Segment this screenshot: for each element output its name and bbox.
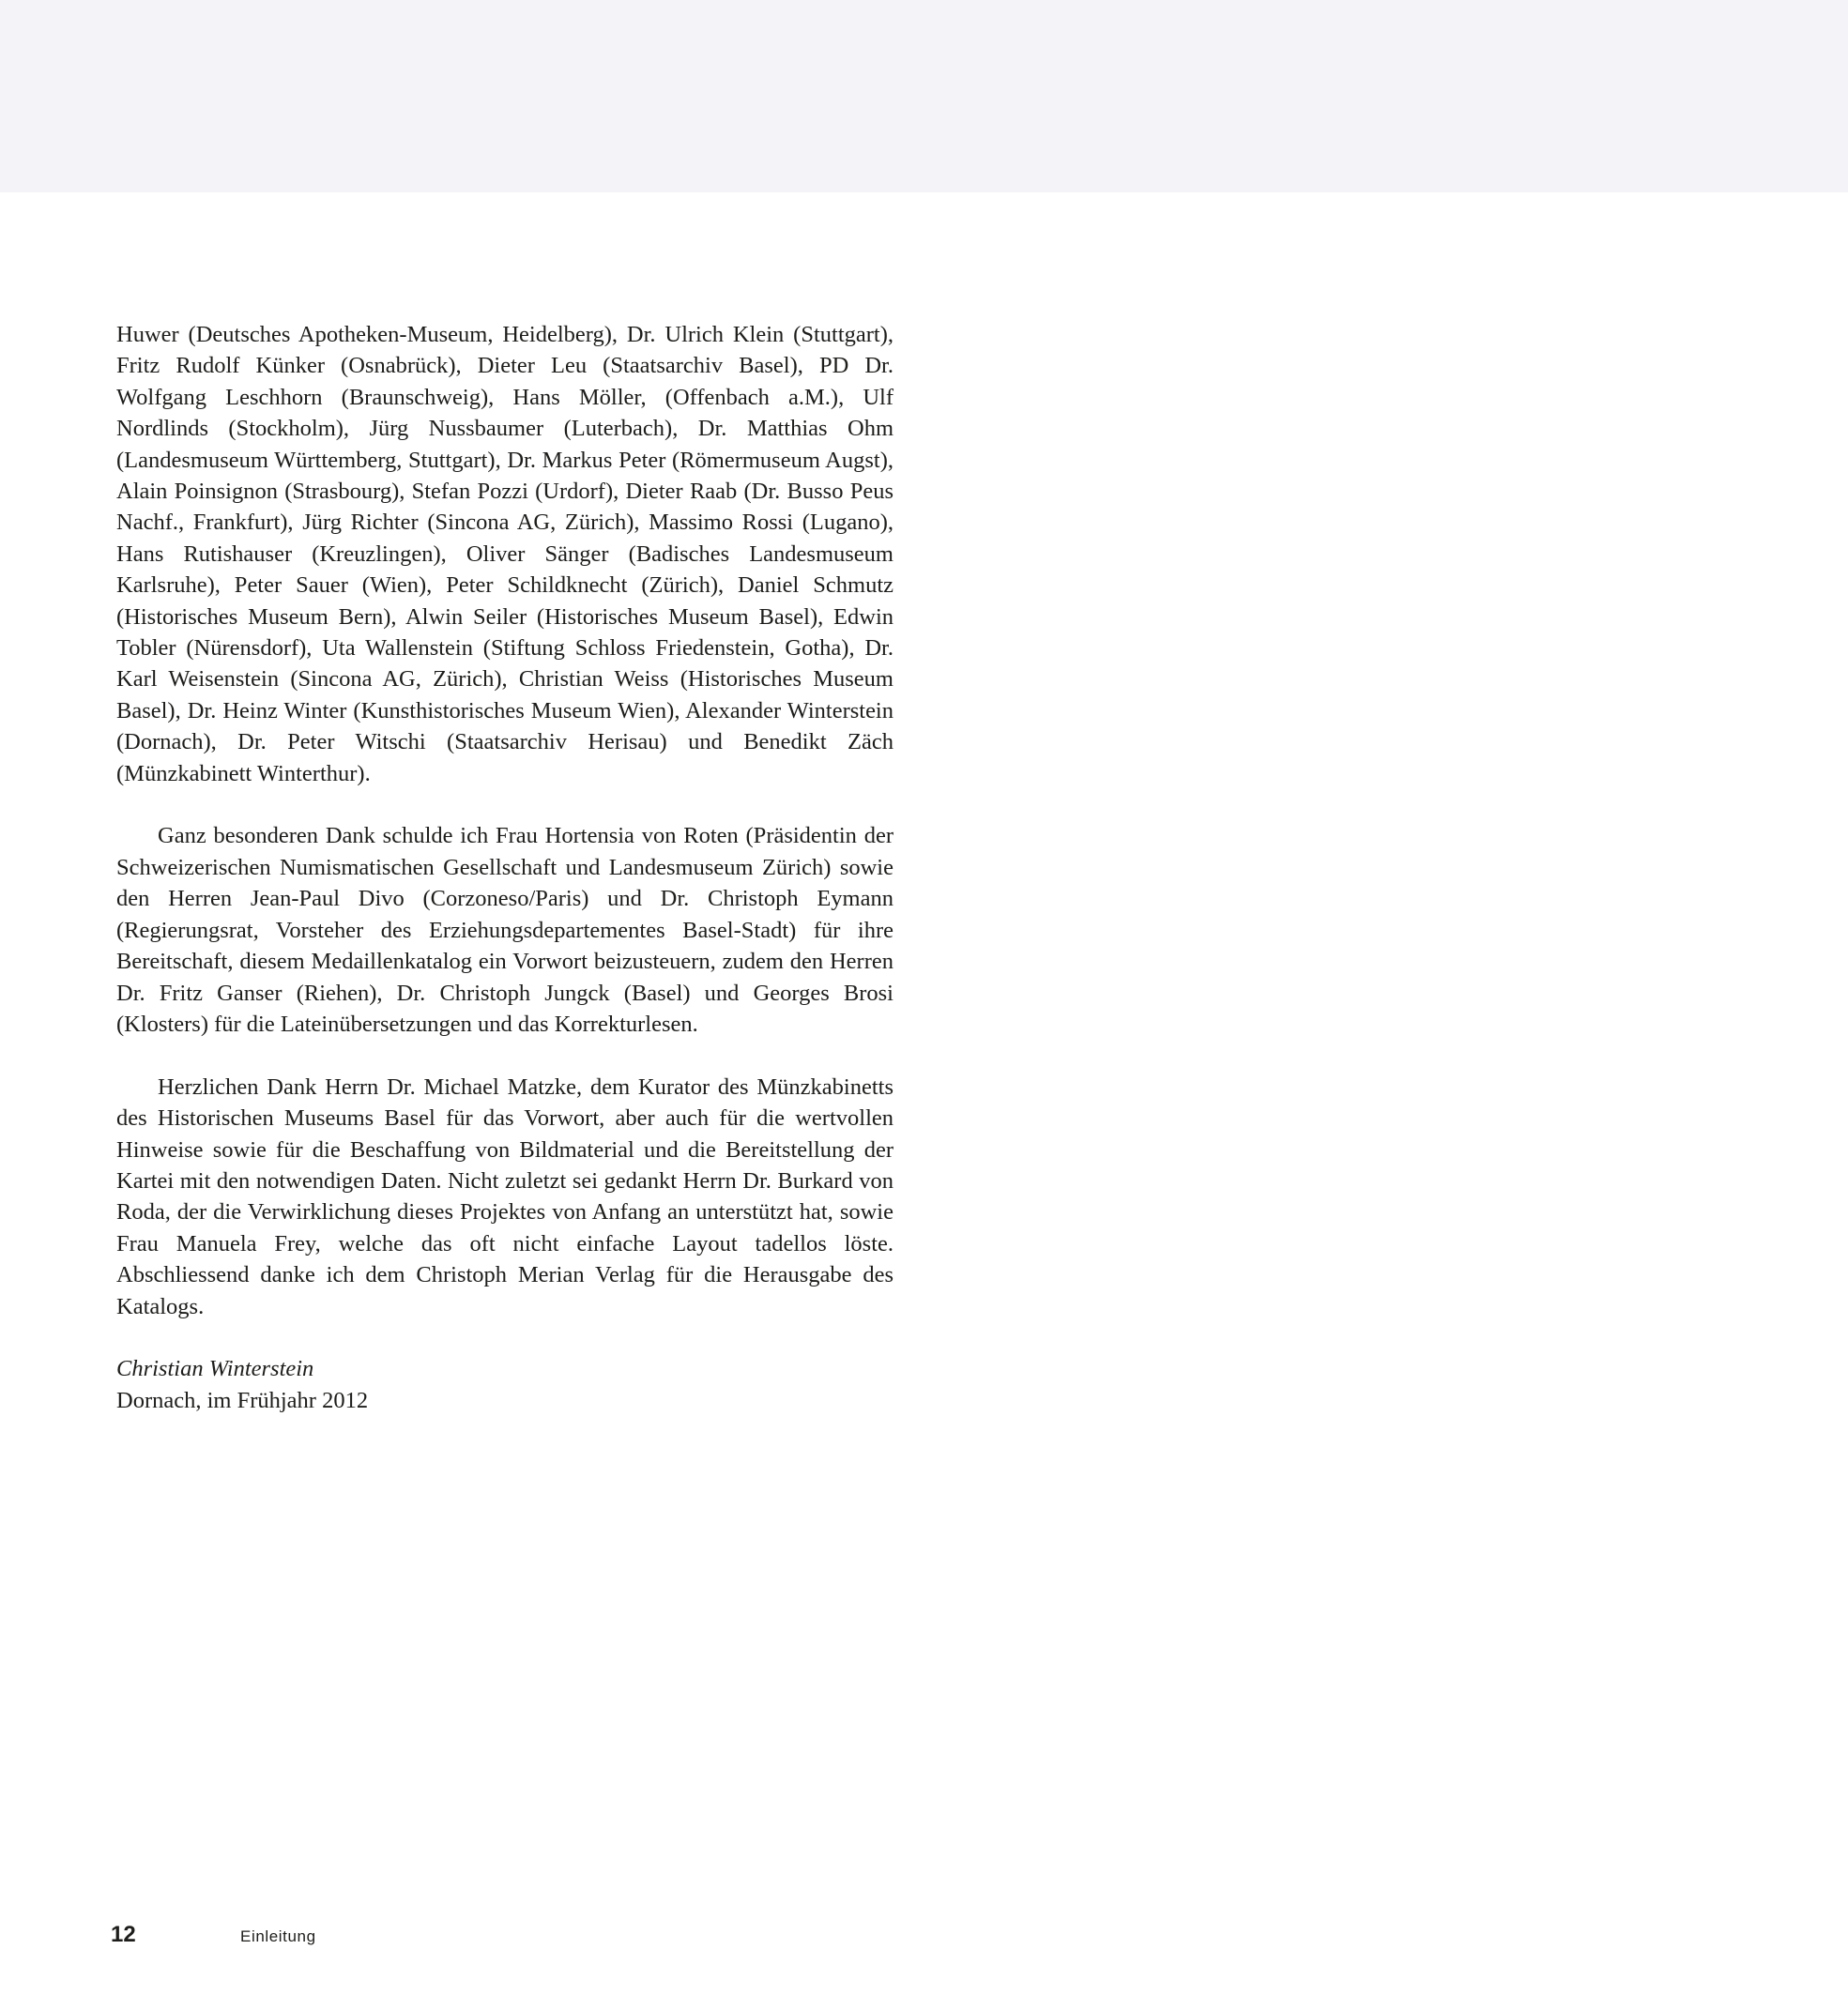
body-text bbox=[116, 319, 893, 1416]
author-name: Christian Winterstein bbox=[116, 1356, 314, 1382]
paragraph-special-thanks: Ganz besonderen Dank schulde ich Frau Hortensia von Roten (Präsidentin der Schweizerischen Numismatischen Gesellschaft und Landesmuseum Zürich) sowie den Herren Jean-Paul Divo (Corzoneso/Paris) und Dr. Christoph Eymann (Regierungsrat, Vorsteher des Erziehungsdepartementes Basel-Stadt) für ihre Bereitschaft, diesem Medaillenkatalog ein Vorwort beizusteuern, zudem den Herren Dr. Fritz Ganser (Riehen), Dr. Christoph Jungck (Basel) und Georges Brosi (Klosters) für die Lateinübersetzungen und das Korrekturlesen. bbox=[116, 823, 893, 1037]
place-date: Dornach, im Frühjahr 2012 bbox=[116, 1387, 369, 1413]
page-footer bbox=[0, 1922, 1848, 1950]
section-name: Einleitung bbox=[240, 1927, 316, 1945]
paragraph-thanks-museum: Herzlichen Dank Herrn Dr. Michael Matzke, dem Kurator des Münzkabinetts des Historischen Museums Basel für das Vorwort, aber auch für die wertvollen Hinweise sowie für die Beschaffung von Bildmaterial und die Bereitstellung der Kartei mit den notwendigen Daten. Nicht zuletzt sei gedankt Herrn Dr. Burkard von Roda, der die Verwirklichung dieses Projektes von Anfang an unterstützt hat, sowie Frau Manuela Frey, welche das oft nicht einfache Layout tadellos löste. Abschliessend danke ich dem Christoph Merian Verlag für die Herausgabe des Katalogs. bbox=[116, 1074, 893, 1319]
page-number: 12 bbox=[111, 1922, 136, 1947]
signature-block bbox=[116, 1353, 893, 1416]
top-band bbox=[0, 0, 1848, 192]
paragraph-acknowledgement-list: Huwer (Deutsches Apotheken-Museum, Heidelberg), Dr. Ulrich Klein (Stuttgart), Fritz Rudolf Künker (Osnabrück), Dieter Leu (Staatsarchiv Basel), PD Dr. Wolfgang Leschhorn (Braunschweig), Hans Möller, (Offenbach a.M.), Ulf Nordlinds (Stockholm), Jürg Nussbaumer (Luterbach), Dr. Matthias Ohm (Landesmuseum Württemberg, Stuttgart), Dr. Markus Peter (Römermuseum Augst), Alain Poinsignon (Strasbourg), Stefan Pozzi (Urdorf), Dieter Raab (Dr. Busso Peus Nachf., Frankfurt), Jürg Richter (Sincona AG, Zürich), Massimo Rossi (Lugano), Hans Rutishauser (Kreuzlingen), Oliver Sänger (Badisches Landesmuseum Karlsruhe), Peter Sauer (Wien), Peter Schildknecht (Zürich), Daniel Schmutz (Historisches Museum Bern), Alwin Seiler (Historisches Museum Basel), Edwin Tobler (Nürensdorf), Uta Wallenstein (Stiftung Schloss Friedenstein, Gotha), Dr. Karl Weisenstein (Sincona AG, Zürich), Christian Weiss (Historisches Museum Basel), Dr. Heinz Winter (Kunsthistorisches Museum Wien), Alexander Winterstein (Dornach), Dr. Peter Witschi (Staatsarchiv Herisau) und Benedikt Zäch (Münzkabinett Winterthur). bbox=[116, 322, 893, 786]
